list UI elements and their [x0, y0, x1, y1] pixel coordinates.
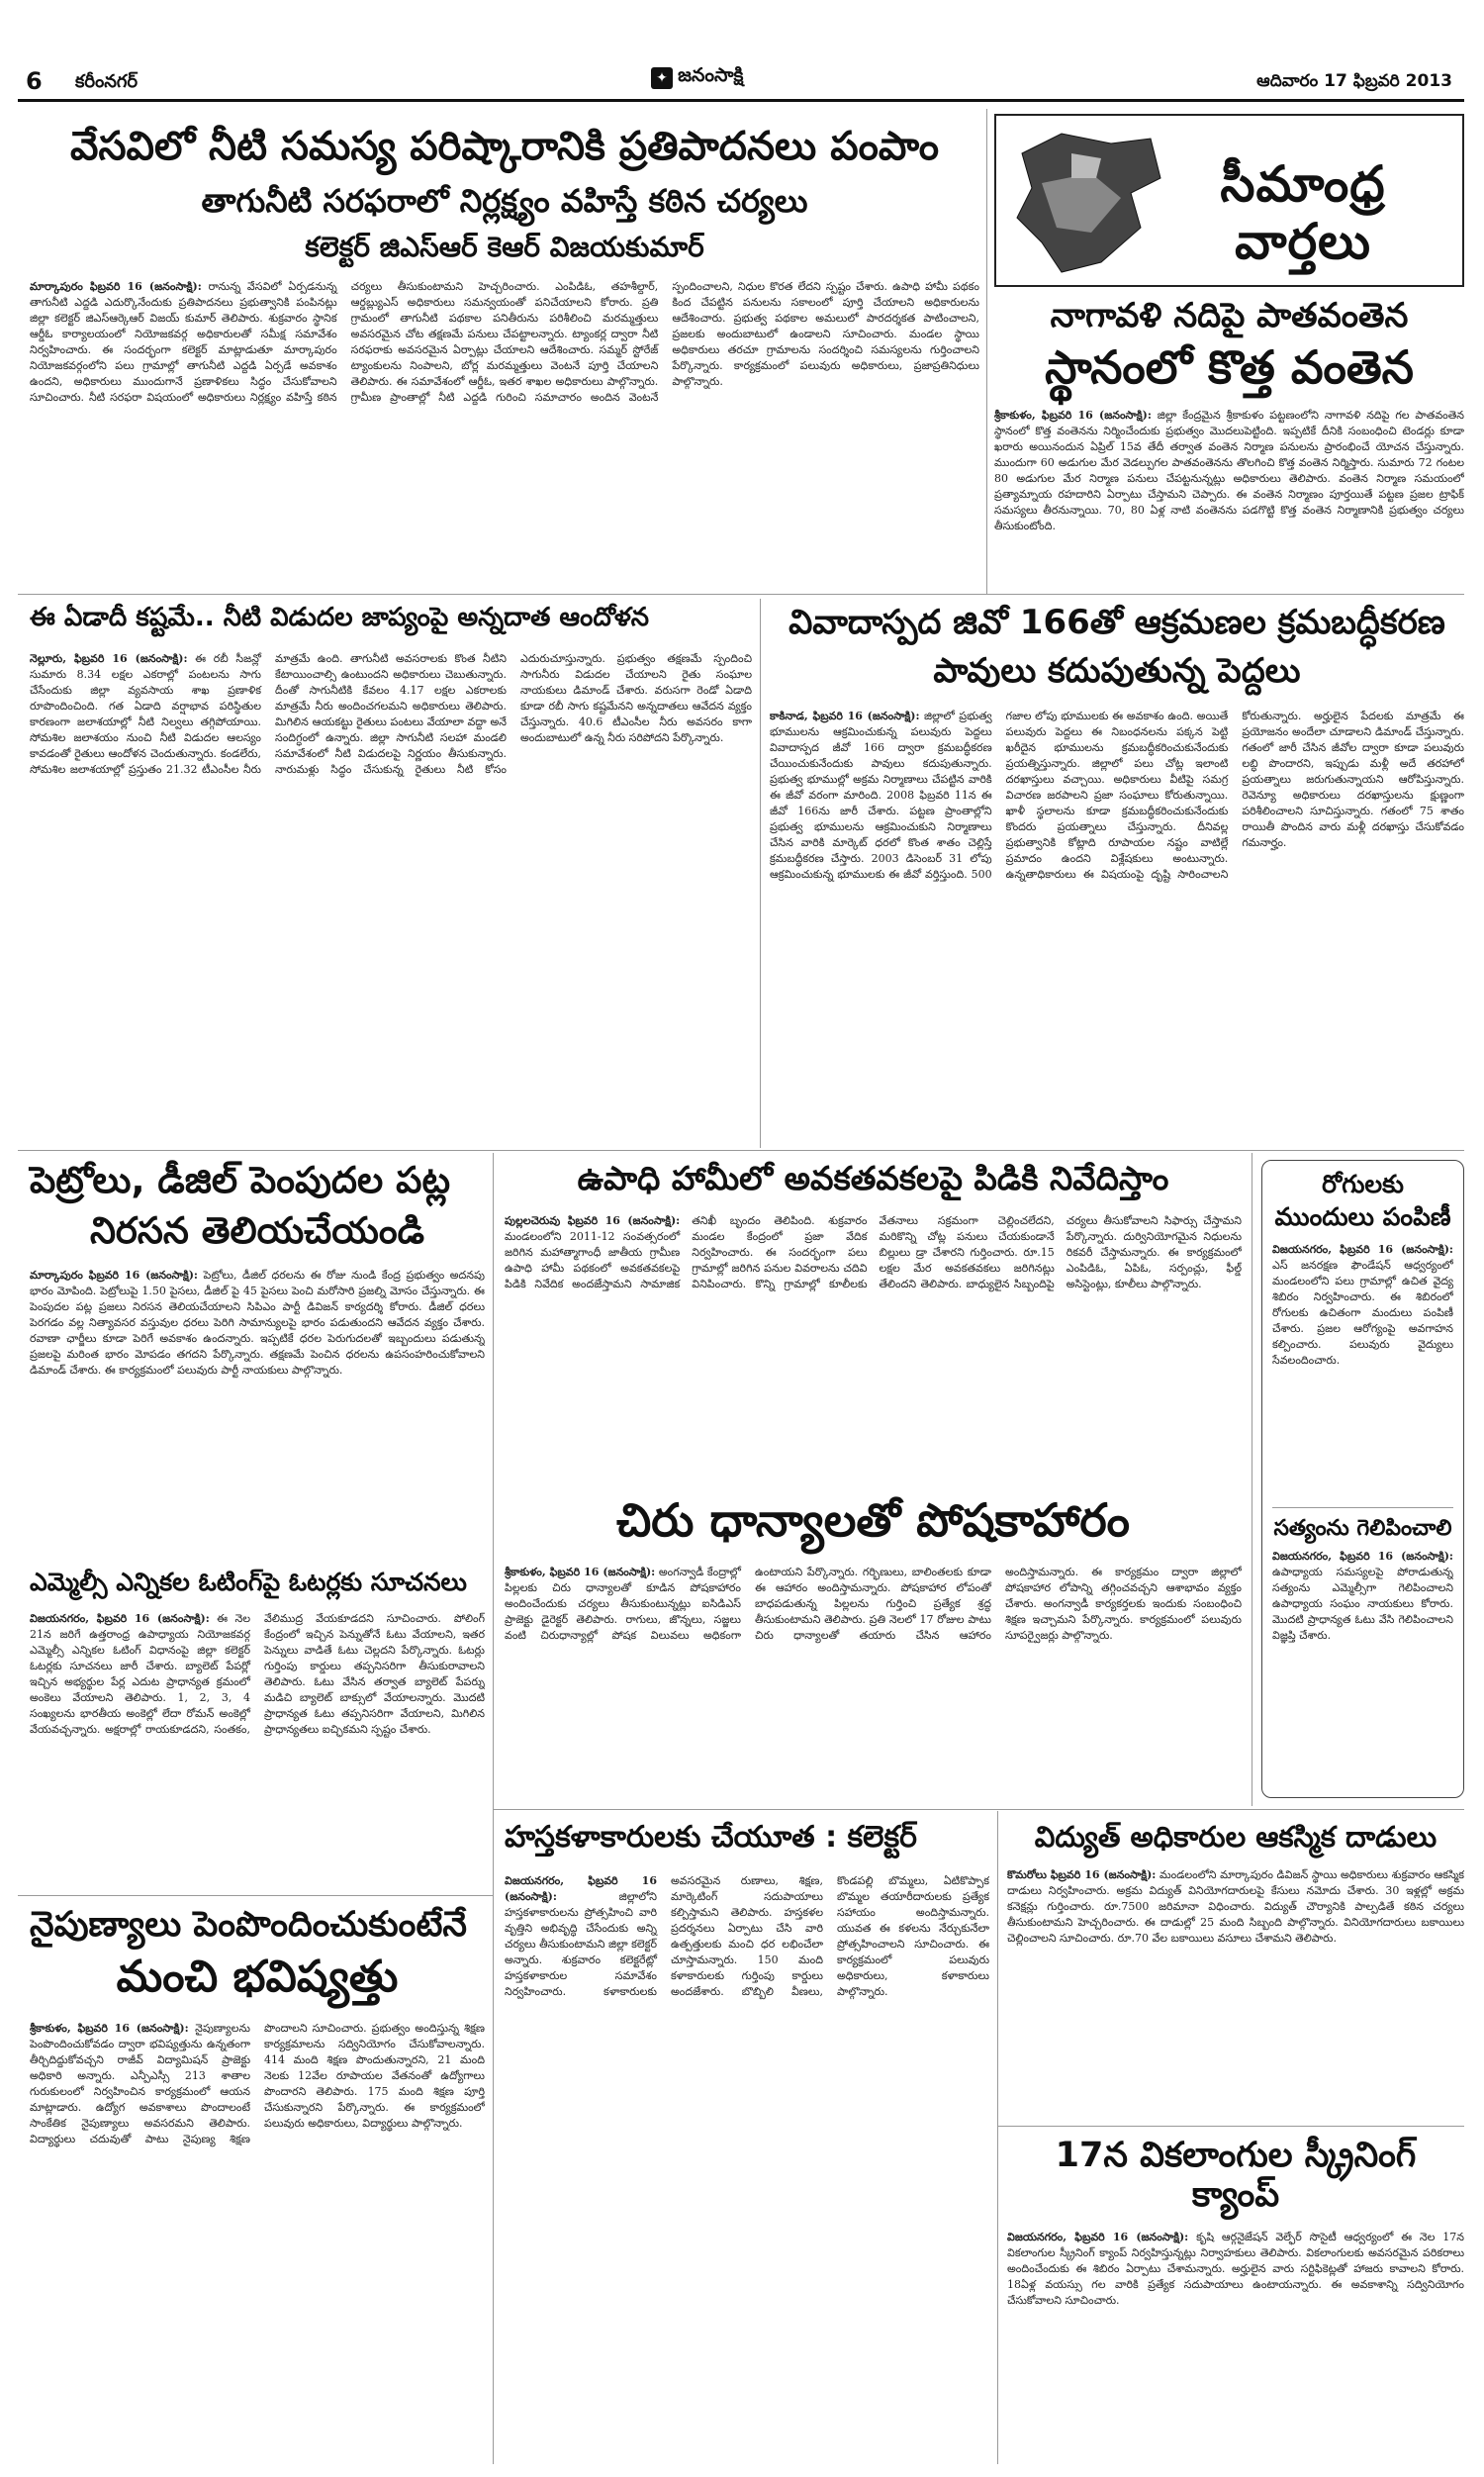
dateline: మార్కాపురం ఫిబ్రవరి 16 (జనంసాక్షి):	[30, 279, 202, 293]
article-text: జిల్లా కేంద్రమైన శ్రీకాకుళం పట్టణంలోని నాగావళి నదిపై గల పాతవంతెన స్థానంలో కొత్త వంతెనను నిర్మించేందుకు ప్రభుత్వం మొదలుపెట్టింది. ఇప్పటికే దీనికి సంబంధించి టెండర్లు కూడా ఖరారు అయినందున ఏప్రిల్ 15వ తేదీ తర్వాత వంతెన నిర్మాణ పనులను ప్రారంభించే యోచన చేస్తున్నారు. ముందుగా 60 అడుగుల మేర వెడల్పుగల పాతవంతెనను తొలగించి కొత్త వంతెన నిర్మిస్తారు. సుమారు 72 గంటల 80 అడుగుల మేర నిర్మాణ పనులు చేపట్టనున్నట్లు అధికారులు తెలిపారు. వంతెన నిర్మాణ సమయంలో ప్రత్యామ్నాయ రహదారిని ఏర్పాటు చేస్తామని చెప్పారు. ఈ వంతెన నిర్మాణం పూర్తయితే పట్టణ ప్రజల ట్రాఫిక్ సమస్యలు తీరనున్నాయి. 70, 80 ఏళ్ల నాటి వంతెనను పడగొట్టి కొత్త వంతెన నిర్మాణానికి ప్రభుత్వం చర్యలు తీసుకుంటోంది.	[994, 408, 1464, 532]
headline-line-1: వివాదాస్పద జివో 166తో ఆక్రమణల క్రమబద్ధీకరణ	[788, 603, 1445, 642]
article-body	[30, 279, 979, 536]
dateline: విజయనగరం, ఫిబ్రవరి 16 (జనంసాక్షి):	[1007, 2230, 1189, 2243]
article-body	[505, 1213, 1242, 1471]
dateline: శ్రీకాకుళం, ఫిబ్రవరి 16 (జనంసాక్షి):	[994, 408, 1152, 422]
article-text: మండలంలోని 2011-12 సంవత్సరంలో జరిగిన మహాత్మాగాంధీ జాతీయ గ్రామీణ ఉపాధి హామీ పథకంలో అవకతవకలపై పిడికి నివేదిక అందజేస్తామని సామాజిక తనిఖీ బృందం తెలిపింది. శుక్రవారం మండల కేంద్రంలో ప్రజా వేదిక నిర్వహించారు. ఈ సందర్భంగా పలు గ్రామాల్లో జరిగిన పనుల వివరాలను చదివి వినిపించారు. కొన్ని గ్రామాల్లో కూలీలకు వేతనాలు సక్రమంగా చెల్లించలేదని, మరికొన్ని చోట్ల పనులు చేయకుండానే బిల్లులు డ్రా చేశారని గుర్తించారు. రూ.15 లక్షల మేర అవకతవకలు జరిగినట్లు తేలిందని తెలిపారు. బాధ్యులైన సిబ్బందిపై చర్యలు తీసుకోవాలని సిఫార్సు చేస్తామని పేర్కొన్నారు. దుర్వినియోగమైన నిధులను రికవరీ చేస్తామన్నారు. ఈ కార్యక్రమంలో ఎంపిడిఓ, ఏపిఓ, సర్పంచ్లు, ఫీల్డ్ అసిస్టెంట్లు, కూలీలు పాల్గొన్నారు.	[505, 1213, 1242, 1290]
logo-icon: ✦	[651, 67, 673, 89]
article-text: రానున్న వేసవిలో ఏర్పడనున్న తాగునీటి ఎద్దడి ఎదుర్కొనేందుకు ప్రతిపాదనలు ప్రభుత్వానికి పంపినట్లు జిల్లా కలెక్టర్ జిఎస్ఆర్కెఆర్ విజయ్ కుమార్ తెలిపారు. శుక్రవారం స్థానిక ఆర్డీఓ కార్యాలయంలో నియోజకవర్గ అధికారులతో సమీక్ష సమావేశం నిర్వహించారు. ఈ సందర్భంగా కలెక్టర్ మాట్లాడుతూ మార్కాపురం నియోజకవర్గంలోని పలు గ్రామాల్లో తాగునీటి ఎద్దడి ఏర్పడే అవకాశం ఉందని, అధికారులు ముందుగానే ప్రణాళికలు సిద్ధం చేసుకోవాలని సూచించారు. నీటి సరఫరా విషయంలో అధికారులు నిర్లక్ష్యం వహిస్తే కఠిన చర్యలు తీసుకుంటామని హెచ్చరించారు. ఎంపిడిఓ, తహశీల్దార్, ఆర్డబ్ల్యుఎస్ అధికారులు సమన్వయంతో పనిచేయాలని కోరారు. ప్రతి గ్రామంలో తాగునీటి పథకాల పనితీరును పరిశీలించి మరమ్మత్తులు అవసరమైన చోట తక్షణమే పనులు చేపట్టాలన్నారు. ట్యాంకర్ల ద్వారా నీటి సరఫరాకు అవసరమైన ఏర్పాట్లు చేయాలని ఆదేశించారు. సమ్మర్ స్టోరేజ్ ట్యాంకులను నింపాలని, బోర్ల మరమ్మత్తులు వెంటనే పూర్తి చేయాలని తెలిపారు. ఈ సమావేశంలో ఆర్డీఓ, ఇతర శాఖల అధికారులు పాల్గొన్నారు. గ్రామీణ ప్రాంతాల్లో నీటి ఎద్దడి గురించి సమాచారం అందిన వెంటనే స్పందించాలని, నిధుల కొరత లేదని స్పష్టం చేశారు. ఉపాధి హామీ పథకం కింద చేపట్టిన పనులను సకాలంలో పూర్తి చేయాలని అధికారులను ఆదేశించారు. ప్రభుత్వ పథకాల అమలులో పారదర్శకత పాటించాలని, ప్రజలకు అందుబాటులో ఉండాలని సూచించారు. మండల స్థాయి అధికారులు తరచూ గ్రామాలను సందర్శించి సమస్యలను గుర్తించాలని పేర్కొన్నారు. కార్యక్రమంలో పలువురు అధికారులు, ప్రజాప్రతినిధులు పాల్గొన్నారు.	[30, 279, 979, 404]
dateline: మార్కాపురం ఫిబ్రవరి 16 (జనంసాక్షి):	[30, 1269, 198, 1283]
article-body	[30, 651, 752, 1126]
story-millets	[505, 1494, 1242, 1801]
article-text: మండలంలోని మార్కాపురం డివిజన్ స్థాయి అధికారులు శుక్రవారం ఆకస్మిక దాడులు నిర్వహించారు. అక్రమ విద్యుత్ వినియోగదారులపై కేసులు నమోదు చేశారు. 30 ఇళ్లల్లో అక్రమ కనెక్షన్లు గుర్తించారు. రూ.7500 జరిమానా విధించారు. విద్యుత్ చౌర్యానికి పాల్పడితే కఠిన చర్యలు తీసుకుంటామని హెచ్చరించారు. ఈ దాడుల్లో 25 మంది సిబ్బంది పాల్గొన్నారు. వినియోగదారులు బకాయిలు చెల్లించాలని సూచించారు. రూ.70 వేల బకాయిలు వసూలు చేశామని తెలిపారు.	[1007, 1868, 1464, 1946]
page-number: 6	[26, 67, 43, 95]
dateline: పుల్లలచెరువు ఫిబ్రవరి 16 (జనంసాక్షి):	[505, 1213, 681, 1227]
story-petrol-diesel	[30, 1160, 485, 1556]
subhead: తాగునీటి సరఫరాలో నిర్లక్ష్యం వహిస్తే కఠిన చర్యలు	[201, 182, 808, 220]
section-rule	[18, 1150, 1464, 1151]
article-text: కృషి ఆర్గనైజేషన్ వెల్ఫేర్ సొసైటీ ఆధ్వర్యంలో ఈ నెల 17న వికలాంగుల స్క్రీనింగ్ క్యాంప్ నిర్వహిస్తున్నట్లు నిర్వాహకులు తెలిపారు. వికలాంగులకు అవసరమైన పరికరాలు అందించేందుకు ఈ శిబిరం ఏర్పాటు చేశామన్నారు. అర్హులైన వారు సర్టిఫికెట్లతో హాజరు కావాలని కోరారు. 18ఏళ్ల వయస్సు గల వారికి ప్రత్యేక సదుపాయాలు ఉంటాయన్నారు. ఈ అవకాశాన్ని సద్వినియోగం చేసుకోవాలని సూచించారు.	[1007, 2230, 1464, 2307]
section-rule	[997, 2126, 1464, 2127]
article-body	[1007, 1867, 1464, 2105]
section-rule	[493, 1809, 1464, 1810]
article-body	[505, 1873, 989, 2437]
headline-line-1: నైపుణ్యాలు పెంపొందించుకుంటేనే	[30, 1905, 467, 1945]
story-artisans	[505, 1821, 989, 2464]
article-text: పెట్రోలు, డీజిల్ ధరలను ఈ రోజు నుండి కేంద్ర ప్రభుత్వం అదనపు భారం మోపింది. పెట్రోలుపై 1.50 పైసలు, డీజిల్ పై 45 పైసలు పెంచి మరోసారి ప్రజల్ని మోసం చేస్తున్నారు. ఈ పెంపుదల పట్ల ప్రజలు నిరసన తెలియచేయాలని సిపిఎం పార్టీ డివిజన్ కార్యదర్శి కోరారు. డీజిల్ ధరలు పెరగడం వల్ల నిత్యావసర వస్తువుల ధరలు పెరిగి సామాన్యులపై భారం పడుతుందని ఆవేదన వ్యక్తం చేశారు. రవాణా ఛార్జీలు కూడా పెరిగే అవకాశం ఉందన్నారు. ఇప్పటికే ధరల పెరుగుదలతో ఇబ్బందులు పడుతున్న ప్రజలపై మరింత భారం మోపడం తగదని పేర్కొన్నారు. తక్షణమే పెంచిన ధరలను ఉపసంహరించుకోవాలని డిమాండ్ చేశారు. ఈ కార్యక్రమంలో పలువురు పార్టీ నాయకులు పాల్గొన్నారు.	[30, 1269, 485, 1378]
article-body	[30, 1268, 485, 1525]
article-body	[30, 2021, 485, 2417]
article-text: జిల్లాలోని హస్తకళాకారులను ప్రోత్సహించి వారి వృత్తిని అభివృద్ధి చేసేందుకు అన్ని చర్యలు తీసుకుంటామని జిల్లా కలెక్టర్ అన్నారు. శుక్రవారం కలెక్టరేట్లో హస్తకళాకారుల సమావేశం నిర్వహించారు. కళాకారులకు అవసరమైన రుణాలు, శిక్షణ, మార్కెటింగ్ సదుపాయాలు కల్పిస్తామని తెలిపారు. హస్తకళల ప్రదర్శనలు ఏర్పాటు చేసి వారి ఉత్పత్తులకు మంచి ధర లభించేలా చూస్తామన్నారు. 150 మంది కళాకారులకు గుర్తింపు కార్డులు అందజేశారు. బొబ్బిలి వీణలు, కొండపల్లి బొమ్మలు, ఏటికొప్పాక బొమ్మల తయారీదారులకు ప్రత్యేక సహాయం అందిస్తామన్నారు. యువత ఈ కళలను నేర్చుకునేలా ప్రోత్సహించాలని సూచించారు. ఈ కార్యక్రమంలో పలువురు అధికారులు, కళాకారులు పాల్గొన్నారు.	[505, 1873, 989, 1998]
masthead-date: ఆదివారం 17 ఫిబ్రవరి 2013	[1256, 71, 1452, 91]
masthead-rule	[18, 99, 1464, 102]
headline-line-1: రోగులకు	[1322, 1170, 1404, 1198]
headline-line-2: ముందులు పంపిణీ	[1274, 1201, 1451, 1231]
story-power-raids	[1007, 1821, 1464, 2118]
dateline: కొమరోలు ఫిబ్రవరి 16 (జనంసాక్షి):	[1007, 1868, 1157, 1882]
story-disabled-camp	[1007, 2136, 1464, 2462]
article-body	[1272, 1242, 1453, 1499]
paper-logo	[651, 64, 829, 94]
article-text: ఈ నెల 21న జరిగే ఉత్తరాంధ్ర ఉపాధ్యాయ నియోజకవర్గ ఎమ్మెల్సీ ఎన్నికల ఓటింగ్ విధానంపై జిల్లా కలెక్టర్ ఓటర్లకు సూచనలు జారీ చేశారు. బ్యాలెట్ పేపర్లో ఇచ్చిన అభ్యర్థుల పేర్ల ఎదుట ప్రాధాన్యత క్రమంలో అంకెలు వేయాలని తెలిపారు. 1, 2, 3, 4 సంఖ్యలను భారతీయ అంకెల్లో లేదా రోమన్ అంకెల్లో వేయవచ్చన్నారు. అక్షరాల్లో రాయకూడదని, సంతకం, వేలిముద్ర వేయకూడదని సూచించారు. పోలింగ్ కేంద్రంలో ఇచ్చిన పెన్నుతోనే ఓటు వేయాలని, ఇతర పెన్నులు వాడితే ఓటు చెల్లదని పేర్కొన్నారు. ఓటర్లు గుర్తింపు కార్డులు తప్పనిసరిగా తీసుకురావాలని తెలిపారు. ఓటు వేసిన తర్వాత బ్యాలెట్ పేపర్ను మడిచి బ్యాలెట్ బాక్సులో వేయాలన్నారు. మొదటి ప్రాధాన్యత ఓటు తప్పనిసరిగా వేయాలని, మిగిలిన ప్రాధాన్యతలు ఐచ్ఛికమని స్పష్టం చేశారు.	[30, 1611, 485, 1736]
banner-title: సీమాంధ్ర వార్తలు	[1220, 154, 1386, 270]
headline-line-2: స్థానంలో కొత్త వంతెన	[1045, 340, 1414, 395]
story-nagavali-bridge	[994, 297, 1464, 584]
story-medicine-distribution	[1261, 1160, 1464, 1798]
story-skills	[30, 1905, 485, 2464]
story-rabi-water	[30, 604, 752, 1143]
dateline: శ్రీకాకుళం, ఫిబ్రవరి 16 (జనంసాక్షి):	[30, 2021, 189, 2035]
headline: ఉపాధి హామీలో అవకతవకలపై పిడికి నివేదిస్తాం	[577, 1159, 1169, 1197]
byline: కలెక్టర్ జిఎస్ఆర్ కెఆర్ విజయకుమార్	[305, 230, 704, 263]
dateline: శ్రీకాకుళం, ఫిబ్రవరి 16 (జనంసాక్షి):	[505, 1565, 656, 1578]
headline: హస్తకళాకారులకు చేయూత : కలెక్టర్	[505, 1820, 917, 1855]
article-text: ఉపాధ్యాయ సమస్యలపై పోరాడుతున్న సత్యంను ఎమ్మెల్సీగా గెలిపించాలని ఉపాధ్యాయ సంఘం నాయకులు కోరారు. మొదటి ప్రాధాన్యత ఓటు వేసి గెలిపించాలని విజ్ఞప్తి చేశారు.	[1272, 1565, 1453, 1642]
section-rule	[18, 1895, 493, 1896]
article-body	[770, 709, 1464, 1124]
article-body	[505, 1565, 1242, 1782]
masthead	[18, 61, 1464, 97]
headline: ఎమ్మెల్సీ ఎన్నికల ఓటింగ్‌పై ఓటర్లకు సూచనలు	[30, 1568, 467, 1596]
headline-line-2: నిరసన తెలియచేయండి	[89, 1208, 425, 1252]
story-mlc-election	[30, 1569, 485, 1885]
column-rule	[997, 1811, 998, 2464]
story-nrega-irregularities	[505, 1160, 1242, 1486]
masthead-district: కరీంనగర్	[75, 71, 138, 92]
column-rule	[986, 109, 987, 594]
article-body-satyam	[1272, 1549, 1453, 1766]
article-text: ఈ రబీ సీజన్లో సుమారు 8.34 లక్షల ఎకరాల్లో పంటలను సాగు చేసేందుకు జిల్లా వ్యవసాయ శాఖ ప్రణాళిక రూపొందించింది. గత ఏడాది వర్షాభావ పరిస్థితుల కారణంగా జలాశయాల్లో నీటి నిల్వలు తగ్గిపోయాయి. సోమశిల జలాశయం నుంచి నీటి విడుదల ఆలస్యం కావడంతో రైతులు ఆందోళన చెందుతున్నారు. కండలేరు, సోమశిల జలాశయాల్లో ప్రస్తుతం 21.32 టీఎంసీల నీరు మాత్రమే ఉంది. తాగునీటి అవసరాలకు కొంత నీటిని కేటాయించాల్సి ఉంటుందని అధికారులు చెబుతున్నారు. దీంతో సాగునీటికి కేవలం 4.17 లక్షల ఎకరాలకు మాత్రమే నీరు అందించగలమని అధికారులు తెలిపారు. మిగిలిన ఆయకట్టు రైతులు పంటలు వేయాలా వద్దా అనే సందిగ్ధంలో ఉన్నారు. జిల్లా సాగునీటి సలహా మండలి సమావేశంలో నీటి విడుదలపై నిర్ణయం తీసుకున్నారు. నారుమళ్లు సిద్ధం చేసుకున్న రైతులు నీటి కోసం ఎదురుచూస్తున్నారు. ప్రభుత్వం తక్షణమే స్పందించి సాగునీరు విడుదల చేయాలని రైతు సంఘాల నాయకులు డిమాండ్ చేశారు. వరుసగా రెండో ఏడాది కూడా రబీ సాగు కష్టమేనని అన్నదాతలు ఆవేదన వ్యక్తం చేస్తున్నారు. 40.6 టీఎంసీల నీరు అవసరం కాగా అందుబాటులో ఉన్న నీరు సరిపోదని పేర్కొన్నారు.	[30, 651, 752, 776]
section-rule	[18, 594, 1464, 595]
dateline: విజయనగరం, ఫిబ్రవరి 16 (జనంసాక్షి):	[30, 1611, 210, 1625]
column-rule	[760, 599, 761, 1148]
dateline: నెల్లూరు, ఫిబ్రవరి 16 (జనంసాక్షి):	[30, 651, 188, 665]
headline: విద్యుత్ అధికారుల ఆకస్మిక దాడులు	[1034, 1820, 1438, 1854]
dateline: విజయనగరం, ఫిబ్రవరి 16 (జనంసాక్షి):	[505, 1873, 657, 1903]
article-body	[30, 1611, 485, 1878]
regional-banner	[994, 114, 1464, 287]
article-text: ఎస్ జనరక్షణ ఫౌండేషన్ ఆధ్వర్యంలో మండలంలోని పలు గ్రామాల్లో ఉచిత వైద్య శిబిరం నిర్వహించారు. ఈ శిబిరంలో రోగులకు ఉచితంగా మందులు పంపిణీ చేశారు. ప్రజల ఆరోగ్యంపై అవగాహన కల్పించారు. పలువురు వైద్యులు సేవలందించారు.	[1272, 1258, 1453, 1367]
dateline: కాకినాడ, ఫిబ్రవరి 16 (జనంసాక్షి):	[770, 710, 920, 723]
article-body	[1007, 2230, 1464, 2477]
article-text: నైపుణ్యాలను పెంపొందించుకోవడం ద్వారా భవిష్యత్తును ఉన్నతంగా తీర్చిదిద్దుకోవచ్చని రాజీవ్ విద్యామిషన్ ప్రాజెక్టు అధికారి అన్నారు. ఎన్పీఎస్సీ 213 శాతాల గురుకులంలో నిర్వహించిన కార్యక్రమంలో ఆయన మాట్లాడారు. ఉద్యోగ అవకాశాలు పొందాలంటే సాంకేతిక నైపుణ్యాలు అవసరమని తెలిపారు. విద్యార్థులు చదువుతో పాటు నైపుణ్య శిక్షణ పొందాలని సూచించారు. ప్రభుత్వం అందిస్తున్న శిక్షణ కార్యక్రమాలను సద్వినియోగం చేసుకోవాలన్నారు. 414 మంది శిక్షణ పొందుతున్నారని, 21 మంది నెలకు 12వేల రూపాయల వేతనంతో ఉద్యోగాలు పొందారని తెలిపారు. 175 మంది శిక్షణ పూర్తి చేసుకున్నారని పేర్కొన్నారు. ఈ కార్యక్రమంలో పలువురు అధికారులు, విద్యార్థులు పాల్గొన్నారు.	[30, 2021, 485, 2145]
headline: ఈ ఏడాదీ కష్టమే.. నీటి విడుదల జాప్యంపై అన్నదాత ఆందోళన	[30, 603, 649, 632]
headline-line-1: పెట్రోలు, డీజిల్ పెంపుదల పట్ల	[30, 1159, 451, 1201]
headline: చిరు ధాన్యాలతో పోషకాహారం	[616, 1493, 1130, 1547]
headline-line-2: పావులు కదుపుతున్న పెద్దలు	[933, 651, 1301, 692]
dateline: విజయనగరం, ఫిబ్రవరి 16 (జనంసాక్షి):	[1272, 1242, 1453, 1256]
story-water-problem	[30, 114, 979, 584]
article-body	[994, 408, 1464, 571]
article-text: జిల్లాలో ప్రభుత్వ భూములను ఆక్రమించుకున్న పలువురు పెద్దలు వివాదాస్పద జీవో 166 ద్వారా క్రమబద్ధీకరణ చేయించుకునేందుకు పావులు కదుపుతున్నారు. ప్రభుత్వ భూముల్లో అక్రమ నిర్మాణాలు చేపట్టిన వారికి ఈ జీవో వరంగా మారింది. 2008 ఫిబ్రవరి 11న ఈ జీవో 166ను జారీ చేశారు. పట్టణ ప్రాంతాల్లోని ప్రభుత్వ భూములను ఆక్రమించుకుని నిర్మాణాలు చేసిన వారికి మార్కెట్ ధరలో కొంత శాతం చెల్లిస్తే క్రమబద్ధీకరణ చేస్తారు. 2003 డిసెంబర్ 31 లోపు ఆక్రమించుకున్న భూములకు ఈ జీవో వర్తిస్తుంది. 500 గజాల లోపు భూములకు ఈ అవకాశం ఉంది. అయితే పలువురు పెద్దలు ఈ నిబంధనలను పక్కన పెట్టి ఖరీదైన భూములను క్రమబద్ధీకరించుకునేందుకు ప్రయత్నిస్తున్నారు. జిల్లాలో పలు చోట్ల ఇలాంటి దరఖాస్తులు వచ్చాయి. అధికారులు వీటిపై సమగ్ర విచారణ జరపాలని ప్రజా సంఘాలు కోరుతున్నాయి. ఖాళీ స్థలాలను కూడా క్రమబద్ధీకరించుకునేందుకు కొందరు ప్రయత్నాలు చేస్తున్నారు. దీనివల్ల ప్రభుత్వానికి కోట్లాది రూపాయల నష్టం వాటిల్లే ప్రమాదం ఉందని విశ్లేషకులు అంటున్నారు. ఉన్నతాధికారులు ఈ విషయంపై దృష్టి సారించాలని కోరుతున్నారు. అర్హులైన పేదలకు మాత్రమే ఈ ప్రయోజనం అందేలా చూడాలని డిమాండ్ చేస్తున్నారు. గతంలో జారీ చేసిన జీవోల ద్వారా కూడా పలువురు లబ్ధి పొందారని, ఇప్పుడు మళ్లీ అదే తరహాలో ప్రయత్నాలు జరుగుతున్నాయని ఆరోపిస్తున్నారు. రెవెన్యూ అధికారులు దరఖాస్తులను క్షుణ్ణంగా పరిశీలించాలని సూచిస్తున్నారు. గతంలో 75 శాతం రాయితీ పొందిన వారు మళ్లీ దరఖాస్తు చేసుకోవడం గమనార్హం.	[770, 710, 1464, 882]
paper-name: జనంసాక్షి	[678, 64, 744, 86]
headline-line-1: నాగావళి నదిపై పాతవంతెన	[1050, 296, 1409, 335]
headline-line-2: మంచి భవిష్యత్తు	[116, 1952, 399, 2003]
article-text: అంగన్వాడీ కేంద్రాల్లో పిల్లలకు చిరు ధాన్యాలతో కూడిన పోషకాహారం అందించేందుకు చర్యలు తీసుకుంటున్నట్లు ఐసిడిఎస్ ప్రాజెక్టు డైరెక్టర్ తెలిపారు. రాగులు, జొన్నలు, సజ్జలు వంటి చిరుధాన్యాల్లో పోషక విలువలు అధికంగా ఉంటాయని పేర్కొన్నారు. గర్భిణులు, బాలింతలకు కూడా ఈ ఆహారం అందిస్తామన్నారు. పోషకాహార లోపంతో బాధపడుతున్న పిల్లలను గుర్తించి ప్రత్యేక శ్రద్ధ తీసుకుంటామని తెలిపారు. ప్రతి నెలలో 17 రోజుల పాటు చిరు ధాన్యాలతో తయారు చేసిన ఆహారం అందిస్తామన్నారు. ఈ కార్యక్రమం ద్వారా జిల్లాలో పోషకాహార లోపాన్ని తగ్గించవచ్చని ఆశాభావం వ్యక్తం చేశారు. అంగన్వాడీ కార్యకర్తలకు ఇందుకు సంబంధించి శిక్షణ ఇచ్చామని పేర్కొన్నారు. కార్యక్రమంలో పలువురు సూపర్వైజర్లు పాల్గొన్నారు.	[505, 1565, 1242, 1642]
headline-satyam: సత్యంను గెలిపించాలి	[1273, 1515, 1452, 1541]
headline: 17న వికలాంగుల స్క్రీనింగ్ క్యాంప్	[1055, 2136, 1417, 2216]
dateline: విజయనగరం, ఫిబ్రవరి 16 (జనంసాక్షి):	[1272, 1549, 1453, 1563]
box-divider	[1272, 1507, 1453, 1508]
story-go-166	[770, 604, 1464, 1143]
headline: వేసవిలో నీటి సమస్య పరిష్కారానికి ప్రతిపాదనలు పంపాం	[70, 124, 939, 169]
